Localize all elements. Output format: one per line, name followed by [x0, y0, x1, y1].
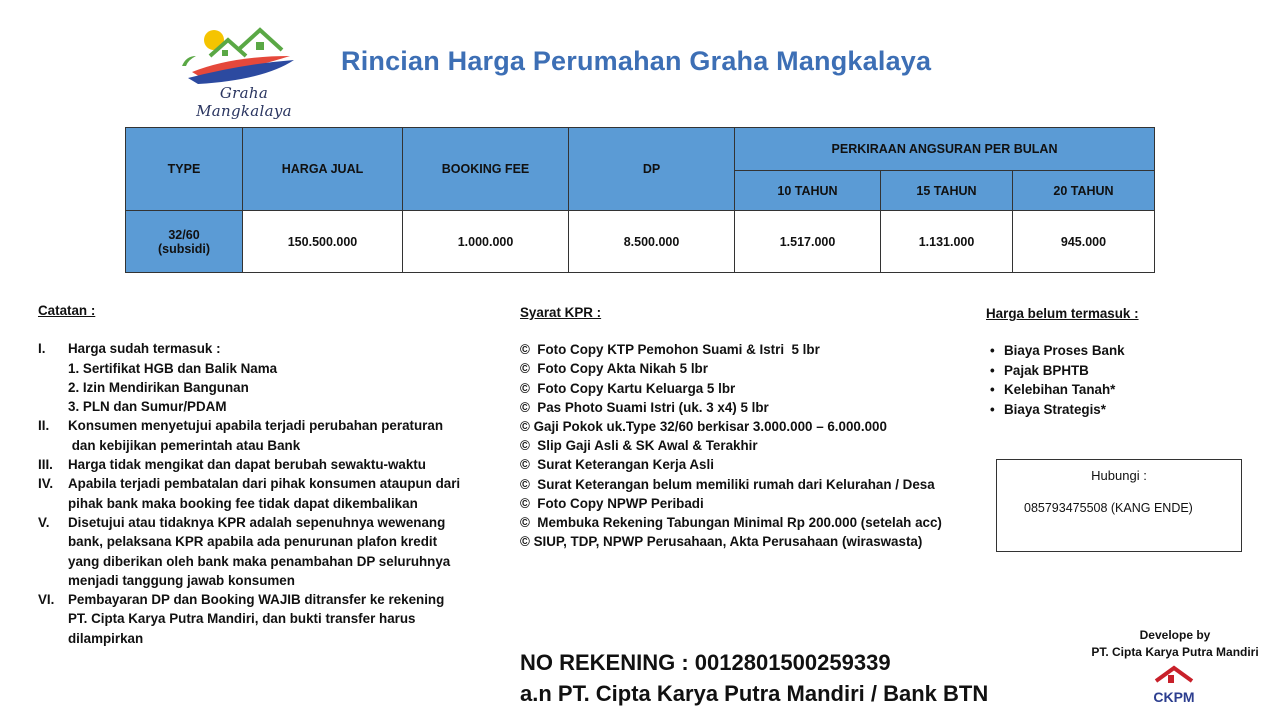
- house-logo-icon: [172, 26, 312, 86]
- note-line: Apabila terjadi pembatalan dari pihak konsumen ataupun dari: [68, 476, 461, 492]
- note-body: [68, 339, 508, 416]
- ckpm-logo-text: CKPM: [1153, 689, 1195, 705]
- note-body: [68, 513, 508, 590]
- note-number: I.: [38, 341, 46, 357]
- excluded-item: • Kelebihan Tanah*: [990, 380, 1256, 399]
- note-body: [68, 455, 508, 474]
- note-line: PT. Cipta Karya Putra Mandiri, dan bukti transfer harus: [68, 611, 416, 627]
- note-line: pihak bank maka booking fee tidak dapat dikembalikan: [68, 495, 418, 511]
- notes-heading: Catatan :: [38, 303, 96, 318]
- cell-booking-fee: 1.000.000: [403, 211, 569, 273]
- note-line: dan kebijikan pemerintah atau Bank: [68, 437, 301, 453]
- excluded-heading: Harga belum termasuk :: [986, 306, 1139, 321]
- note-line: bank, pelaksana KPR apabila ada penurunan plafon kredit: [68, 534, 438, 550]
- header-dp: DP: [569, 128, 735, 211]
- kpr-item: © Foto Copy KTP Pemohon Suami & Istri 5 lbr: [520, 342, 820, 358]
- note-line: 3. PLN dan Sumur/PDAM: [68, 399, 227, 415]
- header-type: TYPE: [126, 128, 243, 211]
- note-item: [38, 416, 508, 455]
- cell-harga-jual: 150.500.000: [243, 211, 403, 273]
- kpr-list: [520, 340, 990, 551]
- cell-10-tahun: 1.517.000: [735, 211, 881, 273]
- note-number: V.: [38, 514, 50, 530]
- note-item: [38, 474, 508, 513]
- excluded-item: • Biaya Strategis*: [990, 400, 1256, 419]
- note-number: VI.: [38, 592, 55, 608]
- type-sublabel: (subsidi): [157, 241, 211, 256]
- note-line: 2. Izin Mendirikan Bangunan: [68, 379, 249, 395]
- page-title: Rincian Harga Perumahan Graha Mangkalaya: [341, 46, 932, 76]
- cell-dp: 8.500.000: [569, 211, 735, 273]
- company-logo: [172, 26, 312, 120]
- kpr-item: © Foto Copy Kartu Keluarga 5 lbr: [520, 380, 736, 396]
- kpr-section: [520, 303, 990, 551]
- kpr-item: © Foto Copy Akta Nikah 5 lbr: [520, 361, 708, 377]
- kpr-item: © Surat Keterangan belum memiliki rumah dari Kelurahan / Desa: [520, 476, 935, 492]
- kpr-item: © Foto Copy NPWP Peribadi: [520, 495, 704, 511]
- excluded-section: [986, 304, 1256, 419]
- note-line: Pembayaran DP dan Booking WAJIB ditransfer ke rekening: [68, 592, 445, 608]
- note-item: [38, 513, 508, 590]
- note-number: IV.: [38, 476, 54, 492]
- ckpm-logo-icon: [1148, 665, 1200, 705]
- kpr-heading: Syarat KPR :: [520, 305, 602, 320]
- excluded-item: • Pajak BPHTB: [990, 361, 1256, 380]
- header-10-tahun: 10 TAHUN: [735, 171, 881, 211]
- cell-15-tahun: 1.131.000: [881, 211, 1013, 273]
- note-body: [68, 474, 508, 513]
- account-holder: a.n PT. Cipta Karya Putra Mandiri / Bank BTN: [520, 681, 989, 706]
- header-15-tahun: 15 TAHUN: [881, 171, 1013, 211]
- note-number: II.: [38, 418, 50, 434]
- note-body: [68, 590, 508, 648]
- table-row: [126, 211, 1155, 273]
- note-line: Harga sudah termasuk :: [68, 341, 221, 357]
- kpr-item: © Gaji Pokok uk.Type 32/60 berkisar 3.000.000 – 6.000.000: [520, 419, 887, 435]
- kpr-item: © Surat Keterangan Kerja Asli: [520, 457, 714, 473]
- developer-info: [1070, 627, 1280, 661]
- contact-label: Hubungi :: [1091, 468, 1147, 483]
- developer-label: Develope by: [1139, 628, 1211, 642]
- logo-text: Graha Mangkalaya: [196, 84, 292, 120]
- kpr-item: © Slip Gaji Asli & SK Awal & Terakhir: [520, 438, 758, 454]
- cell-20-tahun: 945.000: [1013, 211, 1155, 273]
- kpr-item: © Membuka Rekening Tabungan Minimal Rp 200.000 (setelah acc): [520, 515, 942, 531]
- notes-section: [38, 301, 508, 648]
- note-line: Disetujui atau tidaknya KPR adalah sepenuhnya wewenang: [68, 514, 446, 530]
- kpr-item: © SIUP, TDP, NPWP Perusahaan, Akta Perusahaan (wiraswasta): [520, 534, 923, 550]
- excluded-list: [986, 341, 1256, 419]
- note-line: dilampirkan: [68, 630, 144, 646]
- note-line: menjadi tanggung jawab konsumen: [68, 572, 295, 588]
- note-line: Konsumen menyetujui apabila terjadi perubahan peraturan: [68, 418, 444, 434]
- type-label: 32/60: [168, 227, 200, 242]
- note-line: Harga tidak mengikat dan dapat berubah sewaktu-waktu: [68, 457, 426, 473]
- account-number: NO REKENING : 0012801500259339: [520, 650, 891, 675]
- note-item: [38, 455, 508, 474]
- cell-type: [126, 211, 243, 273]
- notes-list: [38, 339, 508, 648]
- note-line: 1. Sertifikat HGB dan Balik Nama: [68, 360, 278, 376]
- note-line: yang diberikan oleh bank maka penambahan DP seluruhnya: [68, 553, 451, 569]
- header-harga-jual: HARGA JUAL: [243, 128, 403, 211]
- kpr-item: © Pas Photo Suami Istri (uk. 3 x4) 5 lbr: [520, 399, 769, 415]
- note-number: III.: [38, 457, 53, 473]
- header-angsuran: PERKIRAAN ANGSURAN PER BULAN: [735, 128, 1155, 171]
- note-item: [38, 339, 508, 416]
- header-20-tahun: 20 TAHUN: [1013, 171, 1155, 211]
- account-info: [520, 647, 988, 709]
- note-item: [38, 590, 508, 648]
- excluded-item: • Biaya Proses Bank: [990, 341, 1256, 360]
- note-body: [68, 416, 508, 455]
- developer-name: PT. Cipta Karya Putra Mandiri: [1091, 645, 1259, 659]
- contact-box: [996, 459, 1242, 552]
- contact-phone: 085793475508 (KANG ENDE): [1024, 501, 1193, 515]
- price-table: [125, 127, 1155, 273]
- header-booking-fee: BOOKING FEE: [403, 128, 569, 211]
